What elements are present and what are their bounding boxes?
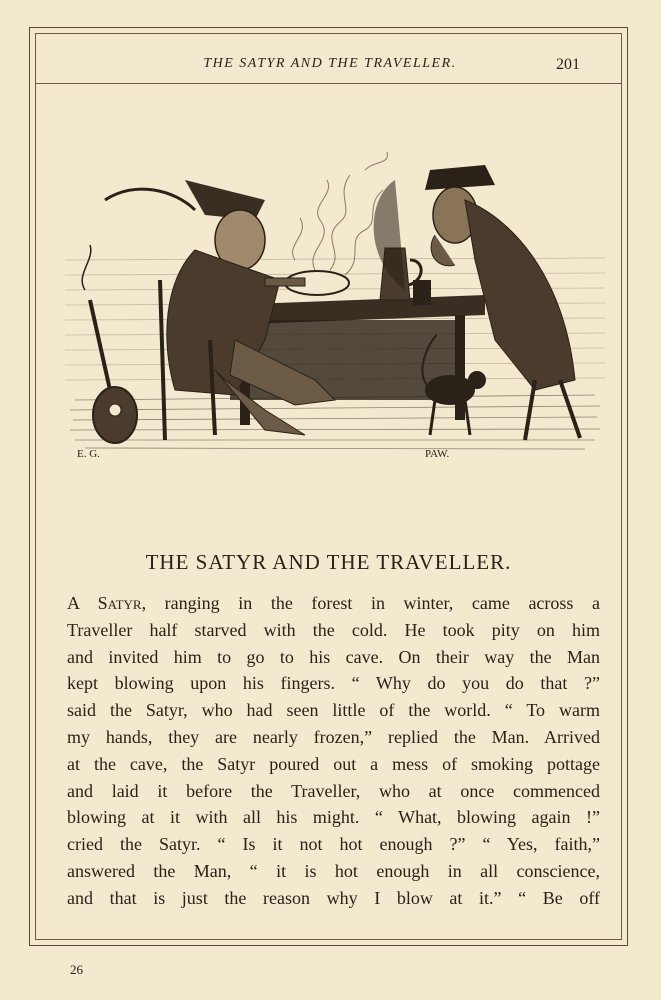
- illustrator-signature-left: E. G.: [77, 448, 100, 460]
- story-line-3: and invited him to go to his cave. On their way the Man: [67, 646, 600, 667]
- story-line-6: my hands, they are nearly frozen,” replied the Man. Arrived: [67, 726, 600, 747]
- printer-signature-mark: 26: [70, 962, 83, 977]
- satyr-traveller-engraving: [65, 140, 605, 465]
- story-line-1: [67, 590, 600, 617]
- story-line-9: blowing at it with all his might. “ What, blowing again !”: [67, 807, 600, 828]
- running-head: [0, 56, 661, 80]
- story-line-1-text: ranging in the forest in winter, came across a: [146, 593, 601, 613]
- story-title: THE SATYR AND THE TRAVELLER.: [145, 550, 512, 574]
- story-line-4: kept blowing upon his fingers. “ Why do you do that ?”: [67, 673, 600, 694]
- story-line-12: and that is just the reason why I blow at it.” “ Be off: [67, 887, 600, 908]
- illustrator-signature-right: PAW.: [425, 448, 450, 460]
- running-title: THE SATYR AND THE TRAVELLER.: [203, 56, 457, 71]
- story-line-8: and laid it before the Traveller, who at once commenced: [67, 780, 600, 801]
- story-first-word: A: [67, 593, 80, 613]
- header-rule: [36, 83, 621, 84]
- ground-hatching: [70, 395, 600, 449]
- engraving-illustration: [65, 140, 605, 465]
- story-line-2: Traveller half starved with the cold. He took pity on him: [67, 619, 600, 640]
- story-line-5: said the Satyr, who had seen little of the world. “ To warm: [67, 700, 600, 721]
- steam-swirls: [293, 152, 388, 275]
- story-line-11: answered the Man, “ it is hot enough in all conscience,: [67, 860, 600, 881]
- story-body: [67, 590, 600, 912]
- story-line-7: at the cave, the Satyr poured out a mess of smoking pottage: [67, 753, 600, 774]
- story-first-word-smallcaps: Satyr,: [97, 593, 147, 613]
- story-line-10: cried the Satyr. “ Is it not hot enough ?” “ Yes, faith,”: [67, 834, 600, 855]
- page-number: 201: [556, 56, 580, 73]
